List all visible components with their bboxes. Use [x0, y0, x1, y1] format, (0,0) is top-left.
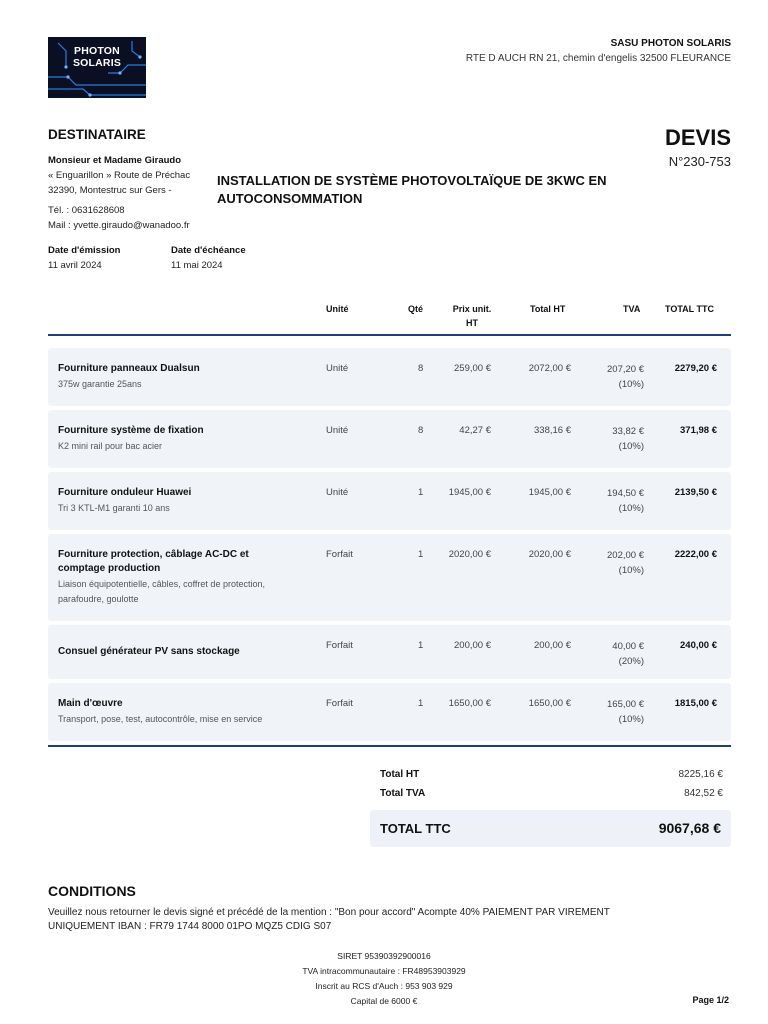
company-name: SASU PHOTON SOLARIS — [610, 38, 731, 49]
due-date-label: Date d'échéance — [171, 245, 246, 256]
logo-line-1: PHOTON — [74, 45, 120, 57]
table-row — [48, 683, 731, 741]
conditions-title: CONDITIONS — [48, 883, 136, 899]
row-description — [48, 348, 288, 406]
row-unit: Unité — [326, 487, 349, 498]
row-vat-rate: (10%) — [618, 565, 644, 576]
recipient-block — [48, 153, 190, 233]
row-total-ttc: 1815,00 € — [674, 698, 717, 709]
row-total-ht: 200,00 € — [534, 640, 571, 651]
row-vat — [607, 362, 644, 392]
company-address: RTE D AUCH RN 21, chemin d'engelis 32500 FLEURANCE — [465, 53, 731, 64]
row-unit-price: 42,27 € — [459, 425, 491, 436]
row-vat-amount: 40,00 € — [612, 641, 644, 652]
quote-lines — [48, 348, 731, 745]
row-total-ht: 1650,00 € — [528, 698, 571, 709]
row-description — [48, 625, 288, 679]
total-ttc-box — [370, 810, 731, 847]
row-qty: 1 — [418, 640, 424, 651]
recipient-address-line-2: 32390, Montestruc sur Gers - — [48, 185, 172, 196]
row-vat — [607, 697, 644, 727]
row-total-ttc: 2279,20 € — [674, 363, 717, 374]
row-title: Main d'œuvre — [58, 698, 123, 709]
header-total-ttc: TOTAL TTC — [665, 304, 714, 314]
total-ht-label: Total HT — [380, 769, 420, 780]
recipient-email: Mail : yvette.giraudo@wanadoo.fr — [48, 220, 190, 231]
table-top-rule — [48, 334, 731, 336]
table-row — [48, 348, 731, 406]
row-total-ttc: 240,00 € — [680, 640, 717, 651]
row-vat — [612, 424, 644, 454]
row-total-ttc: 2139,50 € — [674, 487, 717, 498]
document-number: N°230-753 — [668, 154, 731, 169]
row-vat — [612, 639, 644, 669]
row-unit-price: 1650,00 € — [448, 698, 491, 709]
row-description — [48, 683, 288, 741]
row-description — [48, 534, 288, 621]
row-vat-rate: (10%) — [618, 714, 644, 725]
due-date-value: 11 mai 2024 — [171, 260, 223, 271]
company-logo — [48, 37, 146, 98]
header-qty: Qté — [408, 304, 424, 314]
row-qty: 8 — [418, 425, 424, 436]
row-unit-price: 259,00 € — [454, 363, 491, 374]
recipient-address-line-1: « Enguarillon » Route de Préchac — [48, 170, 191, 181]
header-total-ht: Total HT — [530, 304, 566, 314]
row-qty: 8 — [418, 363, 424, 374]
row-total-ht: 338,16 € — [534, 425, 571, 436]
row-qty: 1 — [418, 487, 424, 498]
header-vat: TVA — [623, 304, 641, 314]
row-total-ht: 2072,00 € — [528, 363, 571, 374]
logo-line-2: SOLARIS — [72, 57, 122, 69]
table-row — [48, 472, 731, 530]
row-title: Consuel générateur PV sans stockage — [58, 646, 240, 657]
document-type: DEVIS — [664, 125, 731, 150]
total-ttc-label: TOTAL TTC — [380, 821, 451, 836]
row-vat-amount: 207,20 € — [607, 364, 644, 375]
row-vat — [607, 548, 644, 578]
row-vat-rate: (10%) — [618, 503, 644, 514]
row-vat-amount: 165,00 € — [607, 699, 644, 710]
row-qty: 1 — [418, 549, 424, 560]
total-tva-value: 842,52 € — [684, 788, 723, 799]
header-unit: Unité — [326, 304, 349, 314]
issue-date-label: Date d'émission — [48, 245, 121, 256]
row-title: Fourniture panneaux Dualsun — [58, 363, 200, 374]
row-vat-amount: 33,82 € — [612, 426, 644, 437]
row-vat-rate: (10%) — [618, 441, 644, 452]
table-row — [48, 534, 731, 621]
table-row — [48, 625, 731, 679]
issue-date-block — [48, 243, 120, 273]
row-unit: Forfait — [326, 640, 353, 651]
row-subtitle: Tri 3 KTL-M1 garanti 10 ans — [58, 503, 170, 513]
row-subtitle: K2 mini rail pour bac acier — [58, 441, 163, 451]
company-header — [466, 38, 731, 64]
footer-tva-intra: TVA intracommunautaire : FR48953903929 — [302, 966, 466, 976]
row-vat-amount: 194,50 € — [607, 488, 644, 499]
row-vat-amount: 202,00 € — [607, 550, 644, 561]
legal-footer — [234, 949, 534, 1009]
row-unit: Unité — [326, 425, 349, 436]
recipient-section-title: DESTINATAIRE — [48, 127, 146, 142]
row-subtitle: Transport, pose, test, autocontrôle, mise en service — [58, 714, 263, 724]
row-vat — [607, 486, 644, 516]
row-title: Fourniture système de fixation — [58, 425, 204, 436]
total-ttc-value: 9067,68 € — [658, 820, 721, 836]
page-number: Page 1/2 — [692, 995, 729, 1005]
row-vat-rate: (10%) — [618, 379, 644, 390]
logo-text — [48, 45, 146, 69]
table-row — [48, 410, 731, 468]
row-total-ht: 2020,00 € — [528, 549, 571, 560]
row-unit: Forfait — [326, 698, 353, 709]
row-unit: Unité — [326, 363, 349, 374]
row-vat-rate: (20%) — [618, 656, 644, 667]
conditions-text: Veuillez nous retourner le devis signé et précédé de la mention : "Bon pour accord" Acompte 40% PAIEMENT PAR VIREMENT UNIQUEMENT IBAN : FR79 1744 8000 01PO MQZ5 CDIG S07 — [48, 907, 610, 932]
recipient-phone: Tél. : 0631628608 — [48, 205, 125, 216]
footer-capital: Capital de 6000 € — [350, 996, 418, 1006]
row-qty: 1 — [418, 698, 424, 709]
row-total-ht: 1945,00 € — [528, 487, 571, 498]
recipient-name: Monsieur et Madame Giraudo — [48, 155, 182, 166]
due-date-block — [171, 243, 246, 273]
footer-rcs: Inscrit au RCS d'Auch : 953 903 929 — [315, 981, 453, 991]
table-bottom-rule — [48, 745, 731, 747]
total-ht-value: 8225,16 € — [678, 769, 723, 780]
row-title: Fourniture onduleur Huawei — [58, 487, 192, 498]
row-description — [48, 410, 288, 468]
document-title: INSTALLATION DE SYSTÈME PHOTOVOLTAÏQUE DE 3KWC EN AUTOCONSOMMATION — [217, 173, 607, 206]
row-unit-price: 2020,00 € — [448, 549, 491, 560]
row-subtitle: Liaison équipotentielle, câbles, coffret de protection, parafoudre, goulotte — [58, 579, 265, 604]
row-total-ttc: 2222,00 € — [674, 549, 717, 560]
row-unit-price: 200,00 € — [454, 640, 491, 651]
row-unit: Forfait — [326, 549, 353, 560]
issue-date-value: 11 avril 2024 — [48, 260, 102, 271]
row-unit-price: 1945,00 € — [448, 487, 491, 498]
row-title: Fourniture protection, câblage AC-DC et comptage production — [58, 549, 249, 574]
header-unit-price: Prix unit. HT — [452, 304, 492, 328]
row-description — [48, 472, 288, 530]
row-total-ttc: 371,98 € — [680, 425, 717, 436]
total-tva-label: Total TVA — [380, 788, 426, 799]
footer-siret: SIRET 95390392900016 — [337, 951, 431, 961]
row-subtitle: 375w garantie 25ans — [58, 379, 142, 389]
